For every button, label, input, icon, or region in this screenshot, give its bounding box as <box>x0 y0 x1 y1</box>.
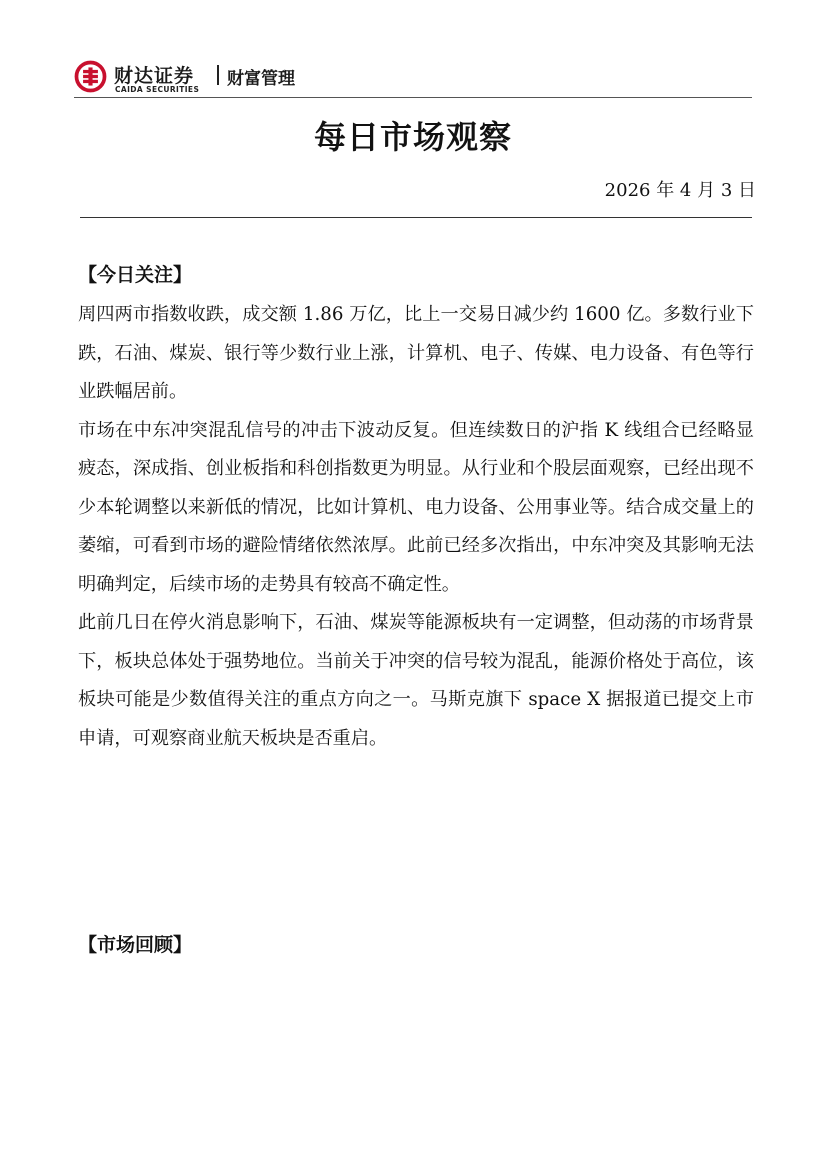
paragraph: 此前几日在停火消息影响下，石油、煤炭等能源板块有一定调整，但动荡的市场背景下，板块总体处于强势地位。当前关于冲突的信号较为混乱，能源价格处于高位，该板块可能是少数值得关注的重点方向之一。马斯克旗下 space X 据报道已提交上市申请，可观察商业航天板块是否重启。 <box>78 612 754 749</box>
brand-english-name: CAIDA SECURITIES <box>115 85 200 94</box>
document-title: 每日市场观察 <box>313 118 512 156</box>
today-focus-body <box>78 296 754 758</box>
date-divider <box>80 217 752 218</box>
caida-logo-icon <box>74 60 107 93</box>
page-header <box>74 58 752 98</box>
paragraph: 周四两市指数收跌，成交额 1.86 万亿，比上一交易日减少约 1600 亿。多数行业下跌，石油、煤炭、银行等少数行业上涨，计算机、电子、传媒、电力设备、有色等行业跌幅居前。 <box>78 304 754 402</box>
brand-subtitle: 财富管理 <box>227 69 295 89</box>
document-date: 2026 年 4 月 3 日 <box>604 180 756 201</box>
header-divider <box>74 97 752 98</box>
paragraph: 市场在中东冲突混乱信号的冲击下波动反复。但连续数日的沪指 K 线组合已经略显疲态，深成指、创业板指和科创指数更为明显。从行业和个股层面观察，已经出现不少本轮调整以来新低的情况，比如计算机、电力设备、公用事业等。结合成交量上的萎缩，可看到市场的避险情绪依然浓厚。此前已经多次指出，中东冲突及其影响无法明确判定，后续市场的走势具有较高不确定性。 <box>78 419 754 595</box>
brand-separator <box>217 65 219 85</box>
brand-name: 财达证券 <box>114 65 195 87</box>
section-heading-today-focus: 【今日关注】 <box>78 264 193 286</box>
section-heading-market-review: 【市场回顾】 <box>78 934 193 956</box>
